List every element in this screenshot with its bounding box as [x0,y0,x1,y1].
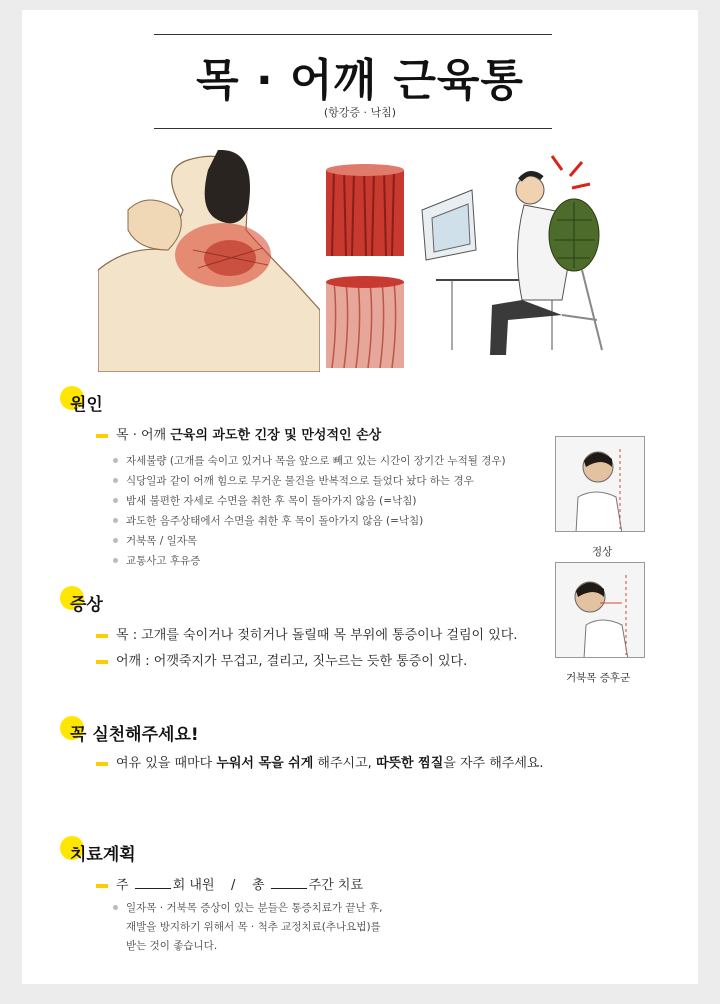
cause-summary: 목 · 어깨 근육의 과도한 긴장 및 만성적인 손상 [96,424,381,443]
plan-note-line: 받는 것이 좋습니다. [126,940,218,952]
dash-marker [96,634,108,638]
plan-note-line: 재발을 방지하기 위해서 목 · 척추 교정치료(추나요법)를 [126,921,381,933]
normal-caption: 정상 [592,546,613,558]
symptom-neck: 목 : 고개를 숙이거나 젖히거나 돌릴때 목 부위에 통증이나 걸림이 있다. [96,624,517,643]
weeks-blank[interactable] [271,879,307,889]
turtle-neck-photo [555,562,645,658]
muscle-relaxed-illustration [322,272,408,372]
page-title: 목 · 어깨 근육통 [196,55,524,106]
page-subtitle: (항강증 · 낙침) [323,106,397,119]
cause-item: 거북목 / 일자목 [126,535,198,547]
normal-posture-photo [555,436,645,532]
dash-marker [96,884,108,888]
cause-item: 밤새 불편한 자세로 수면을 취한 후 목이 돌아가지 않음 (=낙침) [126,495,417,507]
top-rule [154,34,552,35]
symptom-shoulder: 어깨 : 어깻죽지가 무겁고, 결리고, 짓누르는 듯한 통증이 있다. [96,650,467,669]
cause-item: 식당일과 같이 어깨 힘으로 무거운 물건을 반복적으로 들었다 놨다 하는 경우 [126,475,474,487]
dash-marker [96,660,108,664]
neck-pain-illustration [98,150,320,372]
dash-marker [96,434,108,438]
cause-item: 자세불량 (고개를 숙이고 있거나 목을 앞으로 빼고 있는 시간이 장기간 누적될 경우) [126,455,506,467]
muscle-tense-illustration [322,160,408,260]
plan-schedule: 주 회 내원 / 총 주간 치료 [96,874,363,893]
visits-blank[interactable] [135,879,171,889]
page: 목 · 어깨 근육통 (항강증 · 낙침) 원인 목 · 어깨 근육의 과도한 긴장 및 만성적인 손상 자세불량 (고개를 숙이고 있거나 목을 앞으로 빼고 있는 시간이 장기간 누적될 경우) 식당일과 같이 어깨 힘으로 무거운 물건을 반복적으로 들었다 놨다 하는 경우 밤새 불편한 자세로 수면을 취한 후 목이 돌아가지 않음 (=낙침) 과도한 음주상태에서 수면을 취한 후 목이 돌아가지 않음 (=낙침) 거북목 / 일자목 교통사고 후유증 정상 거북목 증후군 증상 목 : 고개를 숙이거나 젖히거나 돌릴때 목 부위에 통증이나 걸림이 있다. 어깨 : 어깻죽지가 무겁고, 결리고, 짓누르는 듯한 통증이 있다. 꼭 실천해주세요! 여유 있을 때마다 누워서 목을 쉬게 해주시고, 따뜻한 찜질을 자주 해주세요. 치료계획 주 회 내원 / 총 주간 치료 일자목 · 거북목 증상이 있는 분들은 통증치료가 끝난 후, 재발을 방지하기 위해서 목 · 척추 교정치료(추나요법)를 받는 것이 좋습니다. [22,10,698,984]
plan-note-line: 일자목 · 거북목 증상이 있는 분들은 통증치료가 끝난 후, [126,902,383,914]
computer-posture-illustration [412,150,612,372]
dash-marker [96,762,108,766]
cause-item: 교통사고 후유증 [126,555,201,567]
cause-item: 과도한 음주상태에서 수면을 취한 후 목이 돌아가지 않음 (=낙침) [126,515,424,527]
title-underline [154,128,552,129]
turtle-caption: 거북목 증후군 [566,672,631,684]
practice-advice: 여유 있을 때마다 누워서 목을 쉬게 해주시고, 따뜻한 찜질을 자주 해주세요. [96,752,544,771]
